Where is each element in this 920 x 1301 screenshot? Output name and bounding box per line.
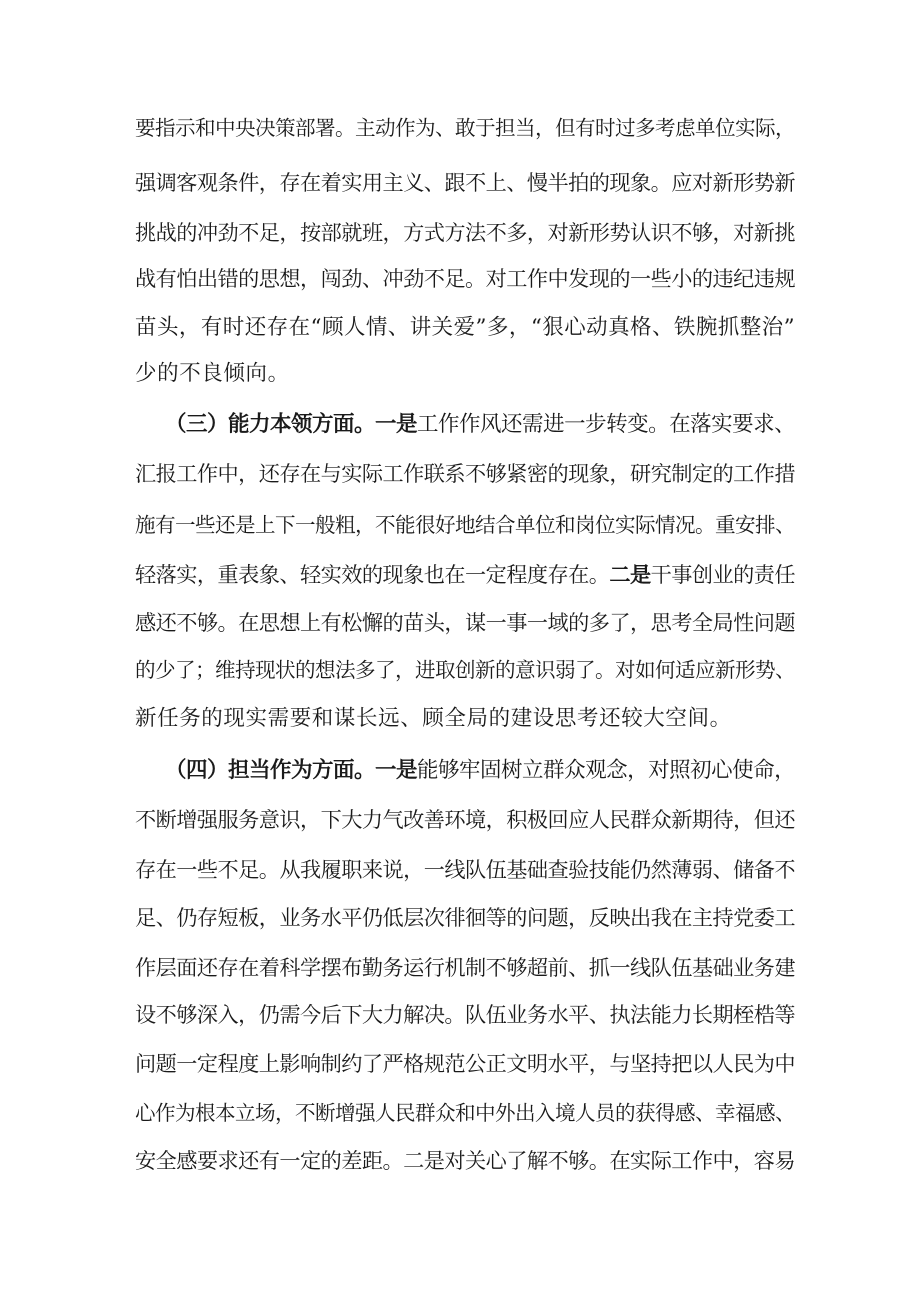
- paragraph-text: 轻落实，重表象、轻实效的现象也在一定程度存在。: [135, 562, 610, 587]
- point-marker: 一是: [375, 758, 418, 783]
- paragraph-line: 苗头，有时还存在“顾人情、讲关爱”多，“狠心动真格、铁腕抓整治”: [135, 315, 795, 340]
- paragraph-line: 安全感要求还有一定的差距。二是对关心了解不够。在实际工作中，容易: [135, 1148, 795, 1173]
- section-heading: （三）能力本领方面。: [165, 412, 376, 437]
- paragraph-text: 能够牢固树立群众观念，对照初心使命，: [417, 758, 795, 783]
- paragraph-line: 心作为根本立场，不断增强人民群众和中外出入境人员的获得感、幸福感、: [135, 1101, 795, 1125]
- paragraph-line: 设不够深入，仍需今后下大力解决。队伍业务水平、执法能力长期桎梏等: [135, 1002, 795, 1027]
- paragraph-line: 汇报工作中，还存在与实际工作联系不够紧密的现象，研究制定的工作措: [135, 461, 795, 486]
- paragraph-line: 挑战的冲劲不足，按部就班，方式方法不多，对新形势认识不够，对新挑: [135, 220, 795, 245]
- section-heading: （四）担当作为方面。: [165, 758, 376, 783]
- paragraph-line: 不断增强服务意识，下大力气改善环境，积极回应人民群众新期待，但还: [135, 807, 795, 832]
- paragraph-text: 工作作风还需进一步转变。在落实要求、: [417, 412, 795, 437]
- paragraph-line: 战有怕出错的思想，闯劲、冲劲不足。对工作中发现的一些小的违纪违规: [135, 266, 795, 291]
- paragraph-line: 少的不良倾向。: [135, 361, 290, 386]
- paragraph-first-line: [165, 410, 795, 440]
- paragraph-line: 感还不够。在思想上有松懈的苗头，谋一事一域的多了，思考全局性问题: [135, 610, 795, 635]
- point-marker: 二是: [609, 562, 651, 587]
- paragraph-line: 足、仍存短板，业务水平仍低层次徘徊等的问题，反映出我在主持党委工: [135, 905, 795, 930]
- paragraph-line: [135, 560, 795, 590]
- point-marker: 一是: [375, 412, 418, 437]
- paragraph-line: 强调客观条件，存在着实用主义、跟不上、慢半拍的现象。应对新形势新: [135, 170, 795, 195]
- paragraph-line: 施有一些还是上下一般粗，不能很好地结合单位和岗位实际情况。重安排、: [135, 513, 795, 537]
- paragraph-first-line: [165, 756, 795, 786]
- paragraph-line: 存在一些不足。从我履职来说，一线队伍基础查验技能仍然薄弱、储备不: [135, 857, 795, 882]
- paragraph-line: 要指示和中央决策部署。主动作为、敢于担当，但有时过多考虑单位实际，: [135, 116, 795, 140]
- paragraph-line: 作层面还存在着科学摆布勤务运行机制不够超前、抓一线队伍基础业务建: [135, 955, 795, 980]
- paragraph-line: 问题一定程度上影响制约了严格规范公正文明水平，与坚持把以人民为中: [135, 1051, 795, 1076]
- paragraph-line: 的少了；维持现状的想法多了，进取创新的意识弱了。对如何适应新形势、: [135, 658, 795, 682]
- paragraph-line: 新任务的现实需要和谋长远、顾全局的建设思考还较大空间。: [135, 706, 732, 731]
- paragraph-text: 干事创业的责任: [650, 562, 795, 587]
